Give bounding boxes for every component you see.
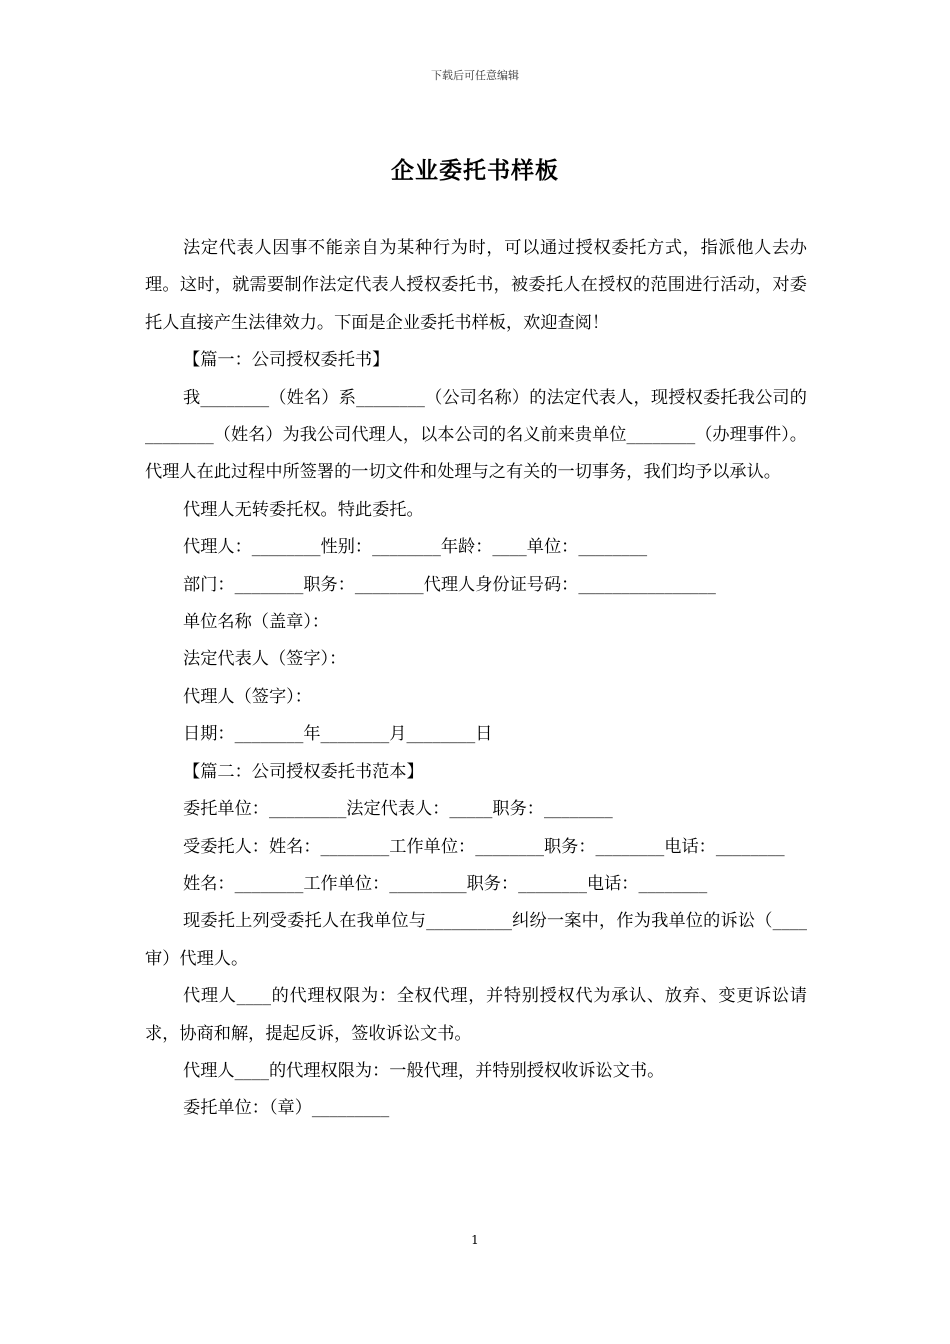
company-seal-line: 单位名称（盖章）： (183, 612, 330, 633)
date-line: 日期：________年________月________日 (183, 724, 493, 745)
legal-rep-signature-line: 法定代表人（签字）： (183, 649, 347, 670)
entrusting-unit-seal-line: 委托单位：（章）_________ (183, 1098, 390, 1119)
agent-info-line: 代理人：________性别：________年龄：____单位：________ (183, 537, 648, 558)
authorization-paragraph: 我________（姓名）系________（公司名称）的法定代表人，现授权委托我公司的________（姓名）为我公司代理人，以本公司的名义前来贵单位________（办理事件）。代理人在此过程中所签署的一切文件和处理与之有关的一切事务，我们均予以承认。 (145, 387, 807, 483)
section-heading-1: 【篇一：公司授权委托书】 (183, 350, 390, 371)
agent-signature-line: 代理人（签字）： (183, 686, 312, 707)
intro-paragraph: 法定代表人因事不能亲自为某种行为时，可以通过授权委托方式，指派他人去办理。这时，就需要制作法定代表人授权委托书，被委托人在授权的范围进行活动，对委托人直接产生法律效力。下面是企业委托书样板，欢迎查阅！ (145, 238, 807, 333)
header-note: 下载后可任意编辑 (431, 69, 519, 82)
entrustment-statement: 现委托上列受委托人在我单位与__________纠纷一案中，作为我单位的诉讼（____审）代理人。 (145, 911, 807, 969)
trustee-line-1: 受委托人：姓名：________工作单位：________职务：________电话：________ (183, 836, 785, 857)
department-line: 部门：________职务：________代理人身份证号码：________________ (183, 574, 716, 595)
trustee-line-2: 姓名：________工作单位：_________职务：________电话：________ (183, 873, 708, 894)
document-title: 企业委托书样板 (391, 157, 559, 184)
section-heading-2: 【篇二：公司授权委托书范本】 (183, 761, 424, 782)
general-authority-paragraph: 代理人____的代理权限为：一般代理，并特别授权收诉讼文书。 (183, 1060, 665, 1081)
page-number: 1 (471, 1233, 479, 1247)
full-authority-paragraph: 代理人____的代理权限为：全权代理，并特别授权代为承认、放弃、变更诉讼请求，协商和解，提起反诉，签收诉讼文书。 (145, 986, 807, 1044)
no-sub-delegation-line: 代理人无转委托权。特此委托。 (183, 499, 424, 520)
entrusting-unit-line: 委托单位：_________法定代表人：_____职务：________ (183, 799, 613, 820)
document-body (145, 230, 807, 1128)
